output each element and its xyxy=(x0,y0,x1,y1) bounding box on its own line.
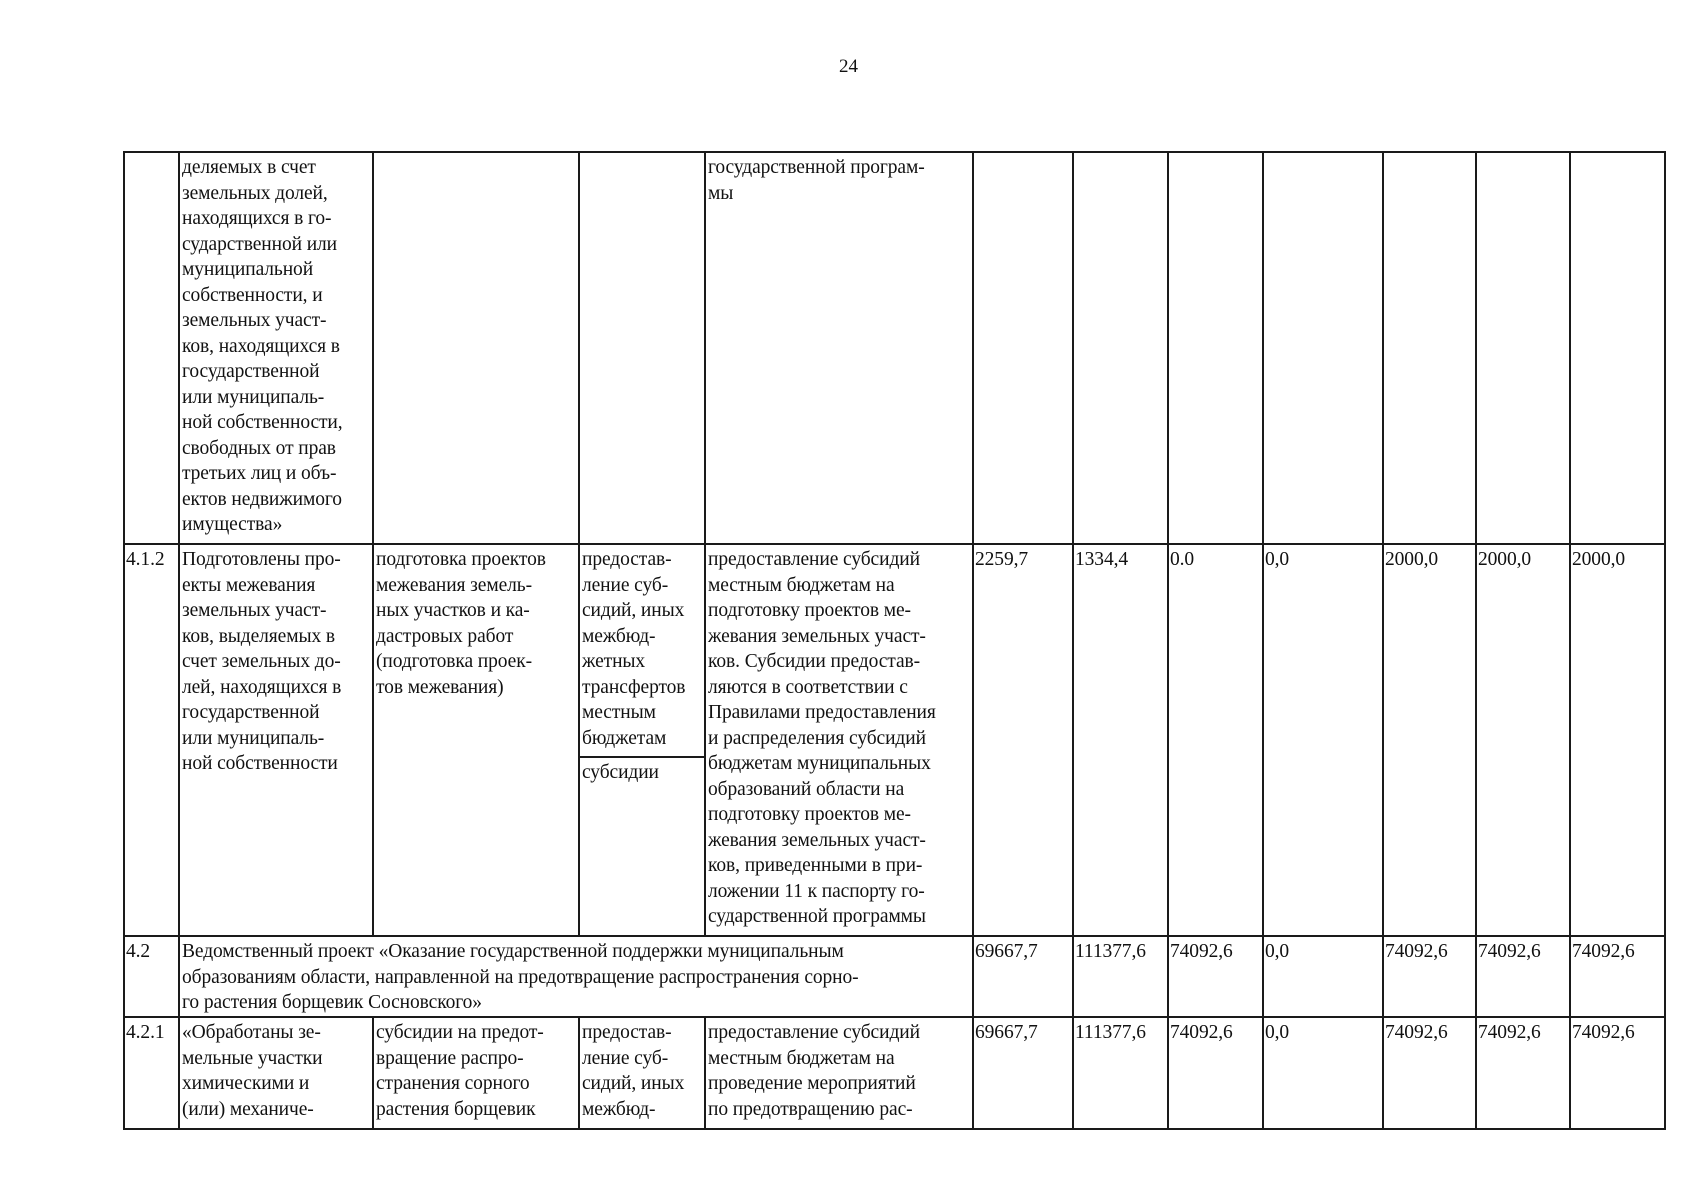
result-name: (или) механиче- xyxy=(182,1098,314,1120)
result-name: деляемых в счет xyxy=(182,157,316,178)
result-name: или муниципаль- xyxy=(182,727,325,749)
expense-type: бюджетам xyxy=(582,727,667,749)
value-cell: 2000,0 xyxy=(1478,549,1532,570)
result-name: муниципальной xyxy=(182,259,314,280)
column-border-5 xyxy=(972,151,974,1128)
result-name: екты межевания xyxy=(182,574,316,596)
description-text: подготовку проектов ме- xyxy=(708,600,911,621)
description-text: сударственной программы xyxy=(708,906,926,927)
result-name: государственной xyxy=(182,361,320,382)
expense-type: трансфертов xyxy=(582,676,686,698)
value-cell: 74092,6 xyxy=(1572,941,1635,962)
column-border-11 xyxy=(1569,151,1571,1128)
expense-type: ление суб- xyxy=(582,1047,669,1069)
page-number: 24 xyxy=(839,56,858,77)
description-text: государственной програм- xyxy=(708,157,925,178)
column-border-4-upper xyxy=(704,151,706,935)
result-name: или муниципаль- xyxy=(182,386,325,408)
measure-text: подготовка проектов xyxy=(376,549,546,570)
project-title: Ведомственный проект «Оказание государственной поддержки муниципальным xyxy=(182,941,844,962)
column-border-2-upper xyxy=(372,151,374,935)
result-name: Подготовлены про- xyxy=(182,549,341,570)
value-cell: 74092,6 xyxy=(1572,1022,1635,1043)
column-border-10 xyxy=(1475,151,1477,1128)
result-name: химическими и xyxy=(182,1073,310,1094)
value-cell: 0.0 xyxy=(1170,549,1195,570)
result-name: ектов недвижимого xyxy=(182,488,342,510)
expense-subsidies: субсидии xyxy=(582,762,659,783)
expense-type: жетных xyxy=(582,651,646,672)
project-title: образованиям области, направленной на предотвращение распространения сорно- xyxy=(182,966,859,988)
measure-text: дастровых работ xyxy=(376,625,514,647)
description-text: предоставление субсидий xyxy=(708,1022,920,1043)
row-border-0 xyxy=(123,151,1666,153)
description-text: Правилами предоставления xyxy=(708,702,936,723)
description-text: бюджетам муниципальных xyxy=(708,753,931,774)
result-name: земельных долей, xyxy=(182,182,328,204)
value-cell: 2000,0 xyxy=(1572,549,1626,570)
description-text: подготовку проектов ме- xyxy=(708,804,911,825)
column-border-0 xyxy=(123,151,125,1128)
value-cell: 69667,7 xyxy=(975,1022,1038,1043)
measure-text: (подготовка проек- xyxy=(376,651,532,672)
expense-type: сидий, иных xyxy=(582,1073,685,1094)
result-name: земельных участ- xyxy=(182,310,327,331)
result-name: ной собственности, xyxy=(182,412,343,433)
project-title: го растения борщевик Сосновского» xyxy=(182,992,482,1013)
row-border-4 xyxy=(123,1128,1666,1130)
result-name: сударственной или xyxy=(182,233,338,255)
result-name: ной собственности xyxy=(182,753,338,774)
result-name: ков, находящихся в xyxy=(182,335,340,357)
column-border-3-lower xyxy=(578,1016,580,1128)
value-cell: 111377,6 xyxy=(1075,941,1146,962)
description-text: по предотвращению рас- xyxy=(708,1098,913,1120)
result-name: находящихся в го- xyxy=(182,208,332,229)
row-border-2 xyxy=(123,935,1666,937)
result-name: счет земельных до- xyxy=(182,651,341,672)
result-name: свободных от прав xyxy=(182,437,336,459)
value-cell: 0,0 xyxy=(1265,549,1290,570)
description-text: жевания земельных участ- xyxy=(708,625,926,647)
value-cell: 74092,6 xyxy=(1385,941,1448,962)
column-border-4-lower xyxy=(704,1016,706,1128)
description-text: мы xyxy=(708,182,734,204)
measure-text: субсидии на предот- xyxy=(376,1022,544,1043)
result-name: имущества» xyxy=(182,514,283,535)
result-name: третьих лиц и объ- xyxy=(182,463,337,484)
description-text: предоставление субсидий xyxy=(708,549,920,570)
column-border-3-upper xyxy=(578,151,580,935)
value-cell: 74092,6 xyxy=(1385,1022,1448,1043)
column-border-7 xyxy=(1167,151,1169,1128)
expense-type: местным xyxy=(582,702,656,723)
column-border-12 xyxy=(1664,151,1666,1128)
value-cell: 74092,6 xyxy=(1478,1022,1541,1043)
row-border-1 xyxy=(123,543,1666,545)
column-border-9 xyxy=(1382,151,1384,1128)
description-text: образований области на xyxy=(708,778,905,800)
result-name: собственности, и xyxy=(182,284,323,306)
result-name: лей, находящихся в xyxy=(182,676,342,698)
result-name: земельных участ- xyxy=(182,600,327,621)
measure-text: вращение распро- xyxy=(376,1047,524,1069)
description-text: местным бюджетам на xyxy=(708,574,895,596)
description-text: ков. Субсидии предостав- xyxy=(708,651,920,672)
result-name: государственной xyxy=(182,702,320,723)
description-text: ляются в соответствии с xyxy=(708,676,908,698)
value-cell: 74092,6 xyxy=(1170,1022,1233,1043)
measure-text: растения борщевик xyxy=(376,1098,536,1120)
description-text: ков, приведенными в при- xyxy=(708,855,923,876)
column-border-6 xyxy=(1072,151,1074,1128)
result-name: ков, выделяемых в xyxy=(182,625,336,647)
value-cell: 74092,6 xyxy=(1170,941,1233,962)
value-cell: 0,0 xyxy=(1265,941,1290,962)
description-text: и распределения субсидий xyxy=(708,727,926,749)
expense-type: ление суб- xyxy=(582,574,669,596)
measure-text: межевания земель- xyxy=(376,574,532,596)
value-cell: 74092,6 xyxy=(1478,941,1541,962)
column-border-2-lower xyxy=(372,1016,374,1128)
value-cell: 0,0 xyxy=(1265,1022,1290,1043)
column-border-8 xyxy=(1262,151,1264,1128)
value-cell: 1334,4 xyxy=(1075,549,1129,570)
description-text: местным бюджетам на xyxy=(708,1047,895,1069)
row-border-3 xyxy=(123,1016,1666,1018)
measure-text: странения сорного xyxy=(376,1073,530,1094)
row-number: 4.2.1 xyxy=(126,1022,165,1043)
value-cell: 2000,0 xyxy=(1385,549,1439,570)
value-cell: 2259,7 xyxy=(975,549,1029,570)
row-number: 4.2 xyxy=(126,941,151,962)
result-name: мельные участки xyxy=(182,1047,323,1069)
expense-type: предостав- xyxy=(582,1022,672,1043)
row-number: 4.1.2 xyxy=(126,549,165,570)
description-text: ложении 11 к паспорту го- xyxy=(708,880,925,902)
expense-cell-separator xyxy=(578,756,704,758)
description-text: жевания земельных участ- xyxy=(708,829,926,851)
expense-type: межбюд- xyxy=(582,625,656,647)
expense-type: сидий, иных xyxy=(582,600,685,621)
measure-text: ных участков и ка- xyxy=(376,600,530,621)
expense-type: предостав- xyxy=(582,549,672,570)
result-name: «Обработаны зе- xyxy=(182,1022,321,1043)
column-border-1 xyxy=(178,151,180,1128)
value-cell: 111377,6 xyxy=(1075,1022,1146,1043)
value-cell: 69667,7 xyxy=(975,941,1038,962)
description-text: проведение мероприятий xyxy=(708,1073,916,1094)
expense-type: межбюд- xyxy=(582,1098,656,1120)
measure-text: тов межевания) xyxy=(376,676,504,698)
